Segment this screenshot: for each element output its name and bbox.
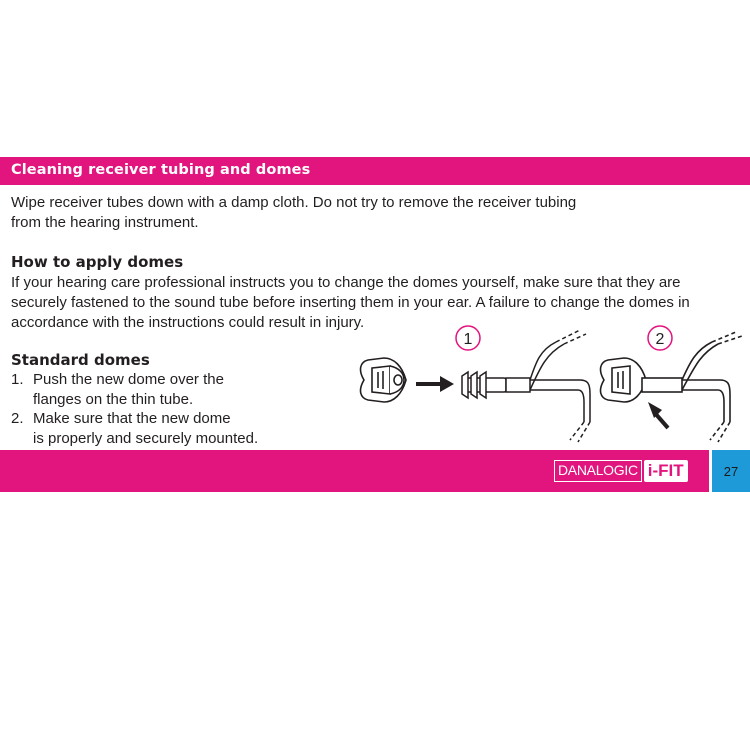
dome-illustration bbox=[350, 322, 750, 450]
intro-line: Wipe receiver tubes down with a damp cloth. Do not try to remove the receiver tubing bbox=[11, 194, 577, 211]
svg-text:1: 1 bbox=[463, 331, 473, 348]
step-line: Push the new dome over the bbox=[33, 371, 224, 388]
apply-heading: How to apply domes bbox=[11, 253, 184, 271]
step-1-label bbox=[456, 326, 480, 350]
step-line: flanges on the thin tube. bbox=[33, 391, 194, 408]
page-number-box bbox=[712, 450, 750, 492]
apply-line: If your hearing care professional instructs you to change the domes yourself, make sure that they are bbox=[11, 274, 681, 291]
standard-heading: Standard domes bbox=[11, 351, 150, 369]
section-title: Cleaning receiver tubing and domes bbox=[11, 162, 311, 178]
section-header-bar bbox=[0, 157, 750, 185]
page-number: 27 bbox=[723, 464, 739, 479]
arrow-up-left-icon bbox=[648, 402, 668, 428]
brand-logo bbox=[554, 460, 688, 482]
apply-line: accordance with the instructions could result in injury. bbox=[11, 314, 365, 331]
step-line: Make sure that the new dome bbox=[33, 410, 231, 427]
step-line: is properly and securely mounted. bbox=[33, 430, 259, 447]
step-number: 1. bbox=[11, 371, 24, 388]
step-number: 2. bbox=[11, 410, 24, 427]
brand-name: DANALOGIC bbox=[554, 460, 642, 482]
mounted-dome-icon bbox=[601, 332, 742, 442]
apply-line: securely fastened to the sound tube before inserting them in your ear. A failure to change the domes in bbox=[11, 294, 690, 311]
thin-tube-icon bbox=[462, 330, 590, 442]
intro-paragraph bbox=[11, 193, 576, 233]
arrow-right-icon bbox=[416, 376, 454, 392]
dome-icon bbox=[361, 358, 406, 402]
step-2-label bbox=[648, 326, 672, 350]
svg-text:2: 2 bbox=[655, 331, 665, 348]
product-name: i-FIT bbox=[644, 460, 688, 482]
intro-line: from the hearing instrument. bbox=[11, 214, 199, 231]
